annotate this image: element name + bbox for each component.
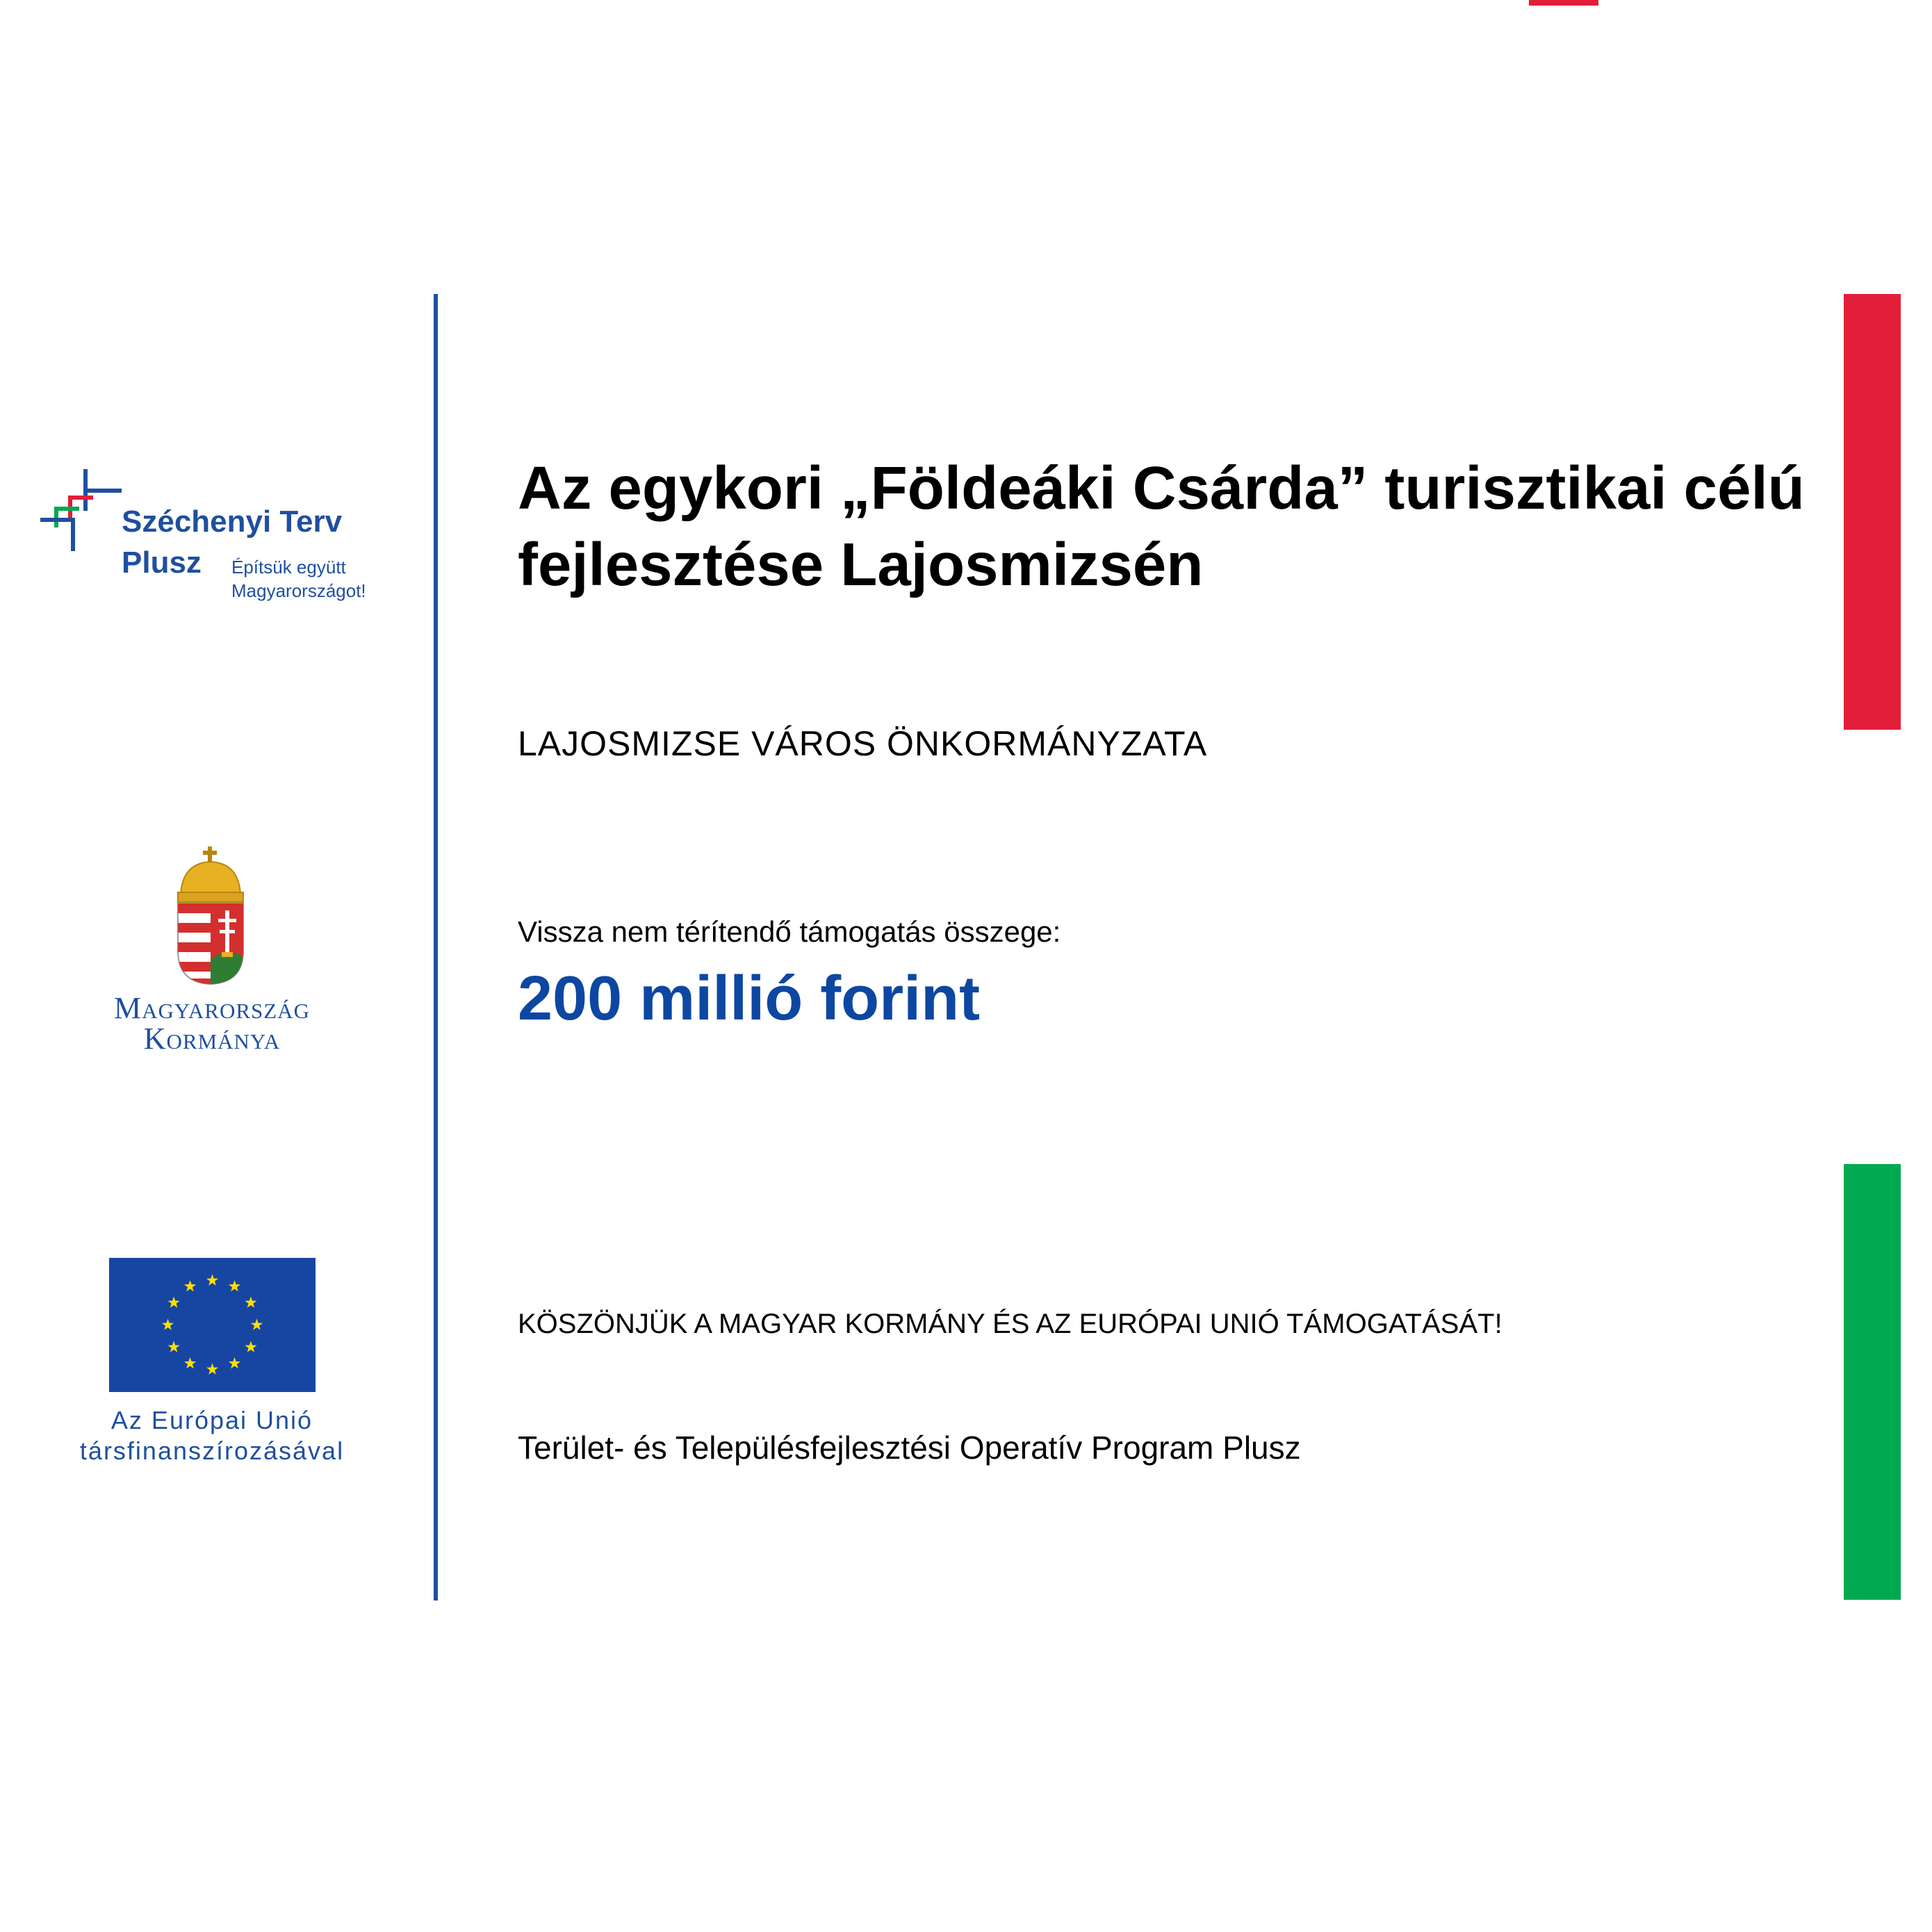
top-red-stripe — [1529, 0, 1598, 6]
program-name: Terület- és Településfejlesztési Operatív Program Plusz — [518, 1430, 1301, 1466]
szechenyi-title: Széchenyi Terv — [122, 505, 343, 539]
szechenyi-cross-icon — [40, 469, 126, 555]
grant-amount: 200 millió forint — [518, 964, 981, 1033]
szechenyi-slogan-line2: Magyarországot! — [231, 580, 366, 601]
vertical-divider — [434, 294, 438, 1601]
eu-cofinancing-line1: Az Európai Unió — [110, 1406, 313, 1434]
red-flag-stripe — [1844, 294, 1901, 730]
project-title: Az egykori „Földeáki Csárda” turisztikai célú fejlesztése Lajosmizsén — [518, 455, 1805, 598]
beneficiary-name: LAJOSMIZSE VÁROS ÖNKORMÁNYZATA — [518, 724, 1208, 763]
government-name-line2: Kormánya — [143, 1022, 281, 1056]
eu-cofinancing-line2: társfinanszírozásával — [79, 1436, 345, 1465]
government-name-line1: Magyarország — [114, 991, 310, 1025]
szechenyi-slogan-line1: Építsük együtt — [231, 557, 346, 578]
coat-of-arms-icon — [172, 846, 249, 985]
grant-label: Vissza nem térítendő támogatás összege: — [518, 915, 1061, 948]
szechenyi-plusz: Plusz — [122, 546, 202, 580]
green-flag-stripe — [1844, 1164, 1901, 1600]
thanks-message: KÖSZÖNJÜK A MAGYAR KORMÁNY ÉS AZ EURÓPAI UNIÓ TÁMOGATÁSÁT! — [518, 1309, 1503, 1339]
eu-flag-icon — [109, 1258, 316, 1392]
